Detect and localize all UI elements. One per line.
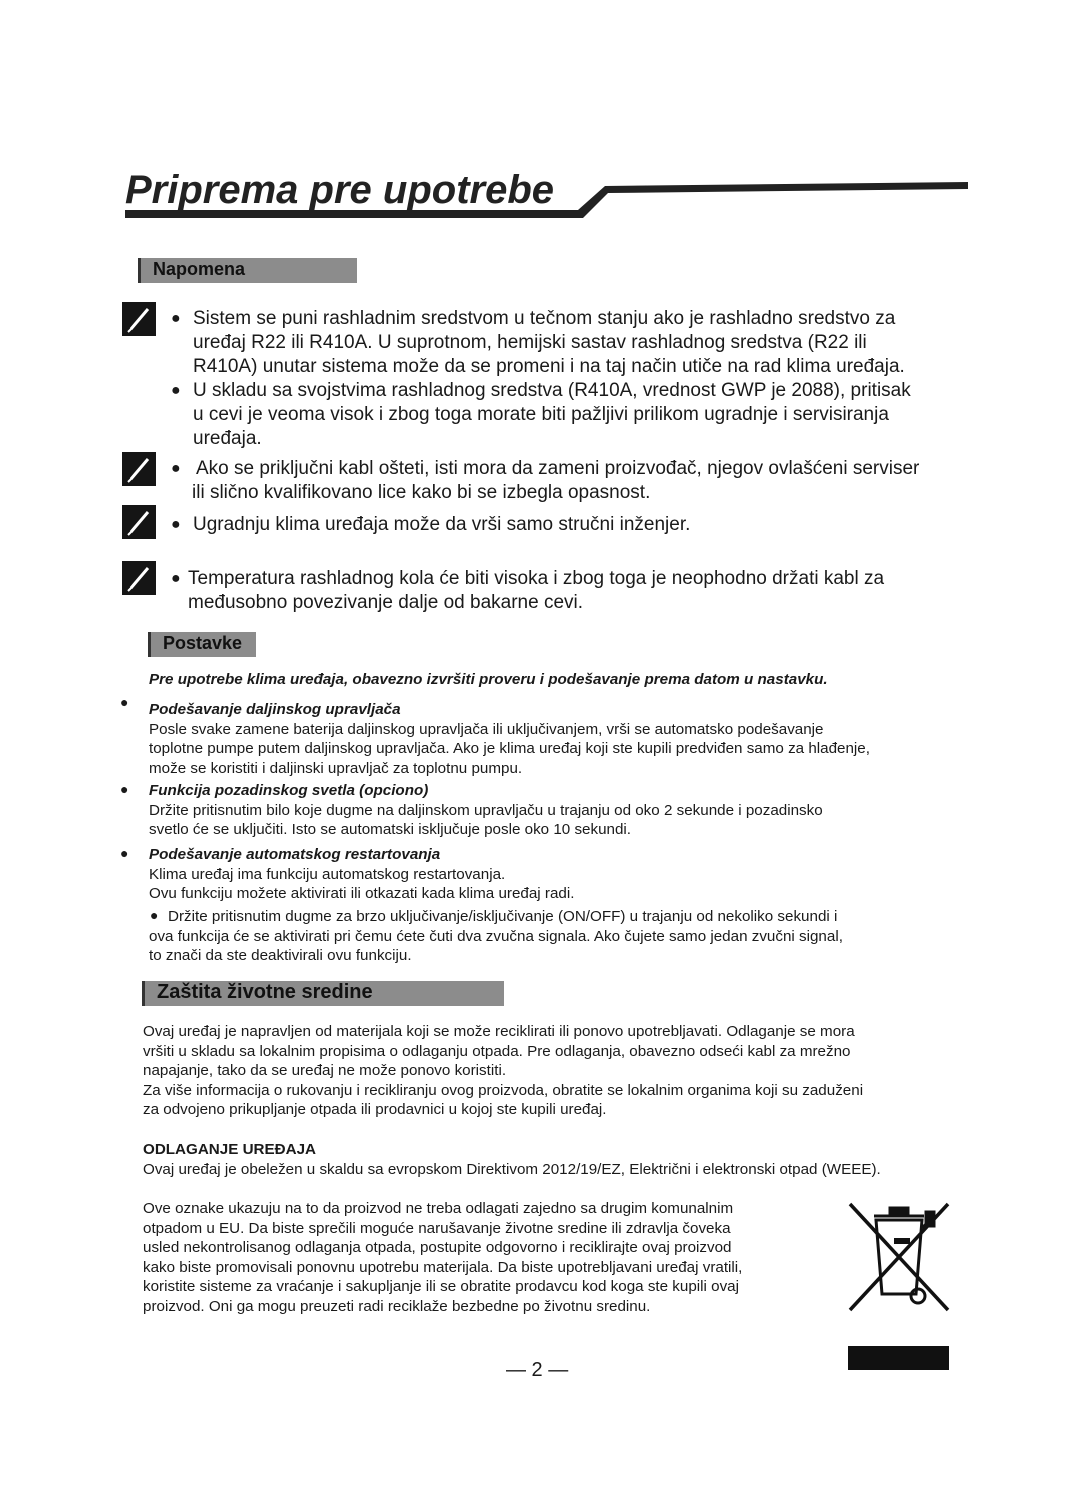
note-pencil-icon [122,452,156,486]
weee-black-bar [848,1346,949,1370]
napomena-bullet: U skladu sa svojstvima rashladnog sredstva (R410A, vrednost GWP je 2088), pritisak u cevi je veoma visok i zbog toga morate biti pažljivi prilikom ugradnje i servisiranja uređaja. [193,380,911,449]
odlaganje-block: ODLAGANJE UREĐAJA Ovaj uređaj je obeležen u skaldu sa evropskom Direktivom 2012/19/EZ, Električni i elektronski otpad (WEEE). [143,1141,881,1178]
bullet-icon: ● [150,907,159,923]
weee-bin-icon [846,1198,952,1320]
bullet-icon: ● [171,310,181,327]
page-title: Priprema pre upotrebe [125,168,555,212]
bullet-icon: ● [171,460,181,477]
bullet-icon: ● [171,570,181,587]
napomena-bullet: Ugradnju klima uređaja može da vrši samo stručni inženjer. [193,514,691,535]
bullet-icon: ● [120,694,129,710]
bullet-icon: ● [120,781,129,797]
weee-paragraph: Ove oznake ukazuju na to da proizvod ne treba odlagati zajedno sa drugim komunalnim otpadom u EU. Da biste sprečili moguće narušavanje životne sredine ili zdravlja čoveka usled nekontrolisanog odlaganja otpada, postupite odgovorno i reciklirajte ovaj proizvod kako biste promovisali ponovnu upotrebu materijala. Da biste upotrebljavani uređaj vratili, koristite sisteme za vraćanje i sakupljanje ili se obratite prodavcu kod koga ste kupili ovaj proizvod. Oni ga mogu preuzeti radi reciklaže bezbedne po životnu sredinu. [143,1200,743,1315]
note-pencil-icon [122,302,156,336]
bullet-icon: ● [120,845,129,861]
postavke-sub: Držite pritisnutim dugme za brzo uključivanje/isključivanje (ON/OFF) u trajanju od nekoliko sekundi i ova funkcija će se aktivirati pri čemu ćete čuti dva zvučna signala. Ako čujete samo jedan zvučni signal, to znači da ste deaktivirali ovu funkciju. [149,908,843,964]
title-underline [0,0,1083,240]
bullet-icon: ● [171,516,181,533]
napomena-heading: Napomena [138,258,357,283]
note-pencil-icon [122,505,156,539]
postavke-heading: Postavke [148,632,256,657]
postavke-item: Funkcija pozadinskog svetla (opciono) Držite pritisnutim bilo koje dugme na daljinskom upravljaču u trajanju od oko 2 sekunde i pozadinsko svetlo će se uključiti. Isto se automatski isključuje posle oko 10 sekundi. [149,782,823,838]
note-pencil-icon [122,561,156,595]
zastita-heading: Zaštita životne sredine [142,981,504,1006]
postavke-intro: Pre upotrebe klima uređaja, obavezno izvršiti proveru i podešavanje prema datom u nastavku. [149,671,828,688]
postavke-item: Podešavanje daljinskog upravljača Posle svake zamene baterija daljinskog upravljača ili uključivanjem, vrši se automatsko podešavanje toplotne pumpe putem daljinskog upravljača. Ako je klima uređaj koji ste kupili predviđen samo za hlađenje, može se koristiti i daljinski upravljač za toplotnu pumpu. [149,701,870,777]
napomena-bullet: Sistem se puni rashladnim sredstvom u tečnom stanju ako je rashladno sredstvo za uređaj R22 ili R410A. U suprotnom, hemijski sastav rashladnog sredstva (R22 ili R410A) unutar sistema može da se promeni i na taj način utiče na rad klima uređaja. [193,308,905,377]
zastita-paragraph: Ovaj uređaj je napravljen od materijala koji se može reciklirati ili ponovo upotrebljavati. Odlaganje se mora vršiti u skladu sa lokalnim propisima o odlaganju otpada. Pre odlaganja, obavezno odseći kabl za mrežno napajanje, tako da se uređaj ne može ponovo koristiti. Za više informacija o rukovanju i recikliranju ovog proizvoda, obratite se lokalnim organima koji su zaduženi za odvojeno prikupljanje otpada ili prodavnici u kojoj ste kupili uređaj. [143,1023,864,1118]
napomena-bullet: Temperatura rashladnog kola će biti visoka i zbog toga je neophodno držati kabl za međusobno povezivanje dalje od bakarne cevi. [188,568,885,613]
bullet-icon: ● [171,382,181,399]
postavke-item: Podešavanje automatskog restartovanja Klima uređaj ima funkciju automatskog restartovanja. Ovu funkciju možete aktivirati ili otkazati kada klima uređaj radi. [149,846,575,902]
page-number: — 2 — [506,1359,569,1381]
napomena-bullet: Ako se priključni kabl ošteti, isti mora da zameni proizvođač, njegov ovlašćeni serviser ili slično kvalifikovano lice kako bi se izbegla opasnost. [192,458,920,503]
